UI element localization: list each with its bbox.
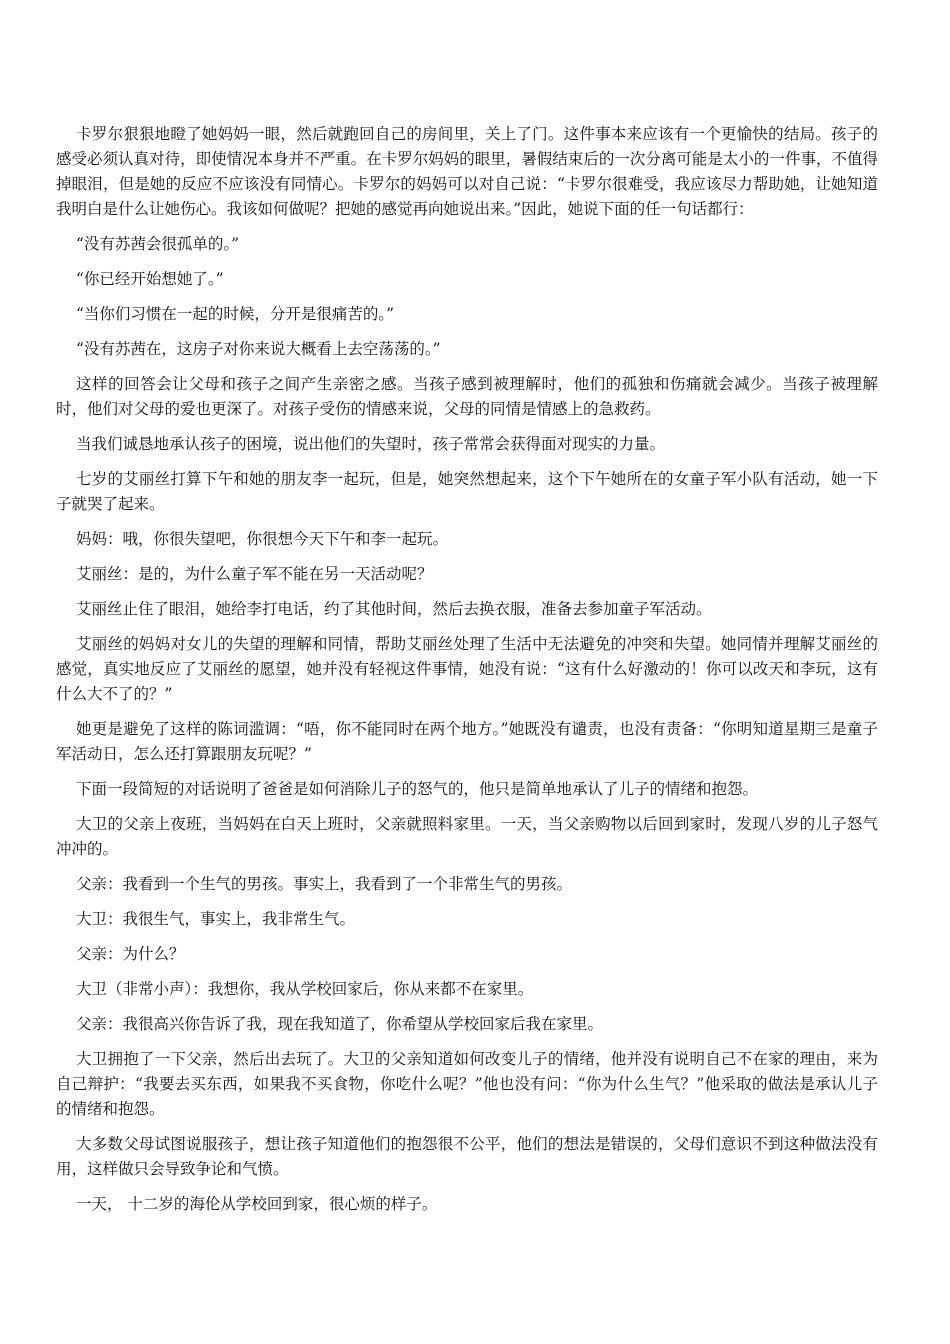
paragraph: 艾丽丝的妈妈对女儿的失望的理解和同情，帮助艾丽丝处理了生活中无法避免的冲突和失望。她同情并理解艾丽丝的感觉，真实地反应了艾丽丝的愿望，她并没有轻视这件事情，她没有说：“这有什么好激动的！你可以改天和李玩，这有什么大不了的？” bbox=[56, 635, 878, 703]
paragraph: “没有苏茜在，这房子对你来说大概看上去空荡荡的。” bbox=[76, 340, 441, 358]
paragraph: 大多数父母试图说服孩子，想让孩子知道他们的抱怨很不公平，他们的想法是错误的，父母们意识不到这种做法没有用，这样做只会导致争论和气愤。 bbox=[56, 1135, 878, 1178]
paragraph: 妈妈：哦，你很失望吧，你很想今天下午和李一起玩。 bbox=[76, 530, 449, 548]
paragraph: 父亲：我看到一个生气的男孩。事实上，我看到了一个非常生气的男孩。 bbox=[76, 875, 573, 893]
paragraph: 下面一段简短的对话说明了爸爸是如何消除儿子的怒气的，他只是简单地承认了儿子的情绪和抱怨。 bbox=[76, 780, 759, 798]
paragraph: 父亲：我很高兴你告诉了我，现在我知道了，你希望从学校回家后我在家里。 bbox=[76, 1015, 604, 1033]
document-body bbox=[56, 122, 878, 1227]
paragraph: 一天， 十二岁的海伦从学校回到家，很心烦的样子。 bbox=[76, 1195, 438, 1213]
paragraph: 大卫的父亲上夜班，当妈妈在白天上班时，父亲就照料家里。一天，当父亲购物以后回到家时，发现八岁的儿子怒气冲冲的。 bbox=[56, 815, 878, 858]
paragraph: 当我们诚恳地承认孩子的困境，说出他们的失望时，孩子常常会获得面对现实的力量。 bbox=[76, 435, 666, 453]
paragraph: “你已经开始想她了。” bbox=[76, 270, 224, 288]
paragraph: “当你们习惯在一起的时候，分开是很痛苦的。” bbox=[76, 305, 395, 323]
paragraph: “没有苏茜会很孤单的。” bbox=[76, 235, 240, 253]
paragraph: 大卫（非常小声）：我想你，我从学校回家后，你从来都不在家里。 bbox=[76, 980, 534, 998]
paragraph: 艾丽丝：是的，为什么童子军不能在另一天活动呢？ bbox=[76, 565, 433, 583]
paragraph: 大卫拥抱了一下父亲，然后出去玩了。大卫的父亲知道如何改变儿子的情绪，他并没有说明自己不在家的理由，来为自己辩护：“我要去买东西，如果我不买食物，你吃什么呢？”他也没有问：“你为什么生气？”他采取的做法是承认儿子的情绪和抱怨。 bbox=[56, 1050, 878, 1118]
paragraph: 卡罗尔狠狠地瞪了她妈妈一眼，然后就跑回自己的房间里，关上了门。这件事本来应该有一个更愉快的结局。孩子的感受必须认真对待，即使情况本身并不严重。在卡罗尔妈妈的眼里，暑假结束后的一次分离可能是太小的一件事，不值得掉眼泪，但是她的反应不应该没有同情心。卡罗尔的妈妈可以对自己说：“卡罗尔很难受，我应该尽力帮助她，让她知道我明白是什么让她伤心。我该如何做呢？把她的感觉再向她说出来。”因此，她说下面的任一句话都行： bbox=[56, 125, 878, 218]
paragraph: 大卫：我很生气，事实上，我非常生气。 bbox=[76, 910, 356, 928]
paragraph: 这样的回答会让父母和孩子之间产生亲密之感。当孩子感到被理解时，他们的孤独和伤痛就会减少。当孩子被理解时，他们对父母的爱也更深了。对孩子受伤的情感来说，父母的同情是情感上的急救药。 bbox=[56, 375, 878, 418]
paragraph: 七岁的艾丽丝打算下午和她的朋友李一起玩，但是，她突然想起来，这个下午她所在的女童子军小队有活动，她一下子就哭了起来。 bbox=[56, 470, 878, 513]
paragraph: 她更是避免了这样的陈词滥调：“唔，你不能同时在两个地方。”她既没有谴责，也没有责备：“你明知道星期三是童子军活动日，怎么还打算跟朋友玩呢？” bbox=[56, 720, 878, 763]
paragraph: 艾丽丝止住了眼泪，她给李打电话，约了其他时间，然后去换衣服，准备去参加童子军活动。 bbox=[76, 600, 712, 618]
paragraph: 父亲：为什么？ bbox=[76, 945, 185, 963]
